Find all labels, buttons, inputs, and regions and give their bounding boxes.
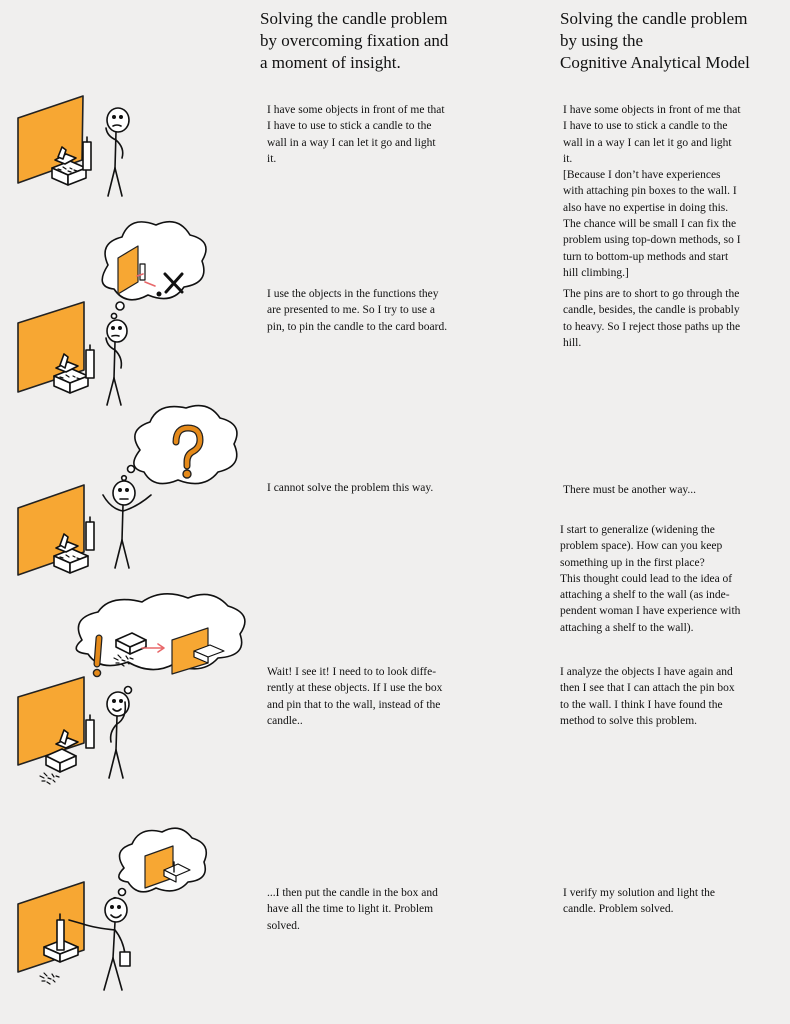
pins-pile	[40, 973, 59, 984]
text-line: candle, besides, the candle is probably	[563, 304, 740, 317]
thought-bubble	[76, 594, 245, 670]
text-line: I have some objects in front of me that	[563, 104, 741, 116]
text-line: problem space). How can you keep	[560, 540, 723, 553]
text-line: also have no expertise in doing this.	[563, 201, 729, 214]
header-analytical-line: by using the	[560, 31, 644, 50]
text-line: with attaching pin boxes to the wall. I	[563, 185, 737, 198]
pins-pile	[40, 773, 59, 784]
text-line: Wait! I see it! I need to to look diffe-	[267, 666, 437, 678]
text-line: hill.	[563, 336, 582, 349]
text-line: are presented to me. So I try to use a	[267, 304, 435, 317]
header-insight-line: a moment of insight.	[260, 53, 401, 72]
text-line: candle..	[267, 714, 303, 727]
text-line: to heavy. So I reject those paths up the	[563, 320, 741, 333]
stick-figure	[107, 692, 129, 778]
header-insight-line: Solving the candle problem	[260, 9, 448, 28]
text-line: pin, to pin the candle to the card board.	[267, 320, 448, 333]
candle-icon	[83, 142, 91, 170]
text-line: and pin that to the wall, instead of the	[267, 698, 441, 711]
row4-scene	[18, 594, 245, 784]
header-insight-line: by overcoming fixation and	[260, 31, 449, 50]
text-line: it.	[563, 152, 573, 165]
text-line: attaching a shelf to the wall (as inde-	[560, 589, 730, 602]
text-line: rently at these objects. If I use the box	[267, 682, 443, 695]
text-line: I start to generalize (widening the	[560, 524, 715, 536]
text-line: This thought could lead to the idea of	[560, 572, 733, 585]
cardboard-wall	[18, 677, 84, 765]
text-line: I analyze the objects I have again and	[560, 666, 733, 678]
stick-figure	[103, 481, 151, 568]
text-line: then I see that I can attach the pin box	[560, 682, 735, 695]
text-line: solved.	[267, 919, 300, 932]
text-line: to the wall. I think I have found the	[560, 698, 723, 711]
text-line: method to solve this problem.	[560, 714, 698, 727]
text-line: wall in a way I can let it go and light	[563, 136, 732, 149]
header-analytical-line: Cognitive Analytical Model	[560, 53, 750, 72]
text-line: I have to use to stick a candle to the	[267, 120, 432, 133]
text-line: I verify my solution and light the	[563, 887, 716, 899]
text-line: ...I then put the candle in the box and	[267, 887, 438, 899]
stick-figure	[106, 108, 129, 196]
match-card-icon	[120, 952, 130, 966]
row2-scene	[18, 222, 206, 405]
row5-scene	[18, 828, 206, 990]
text-line: There must be another way...	[563, 484, 697, 496]
text-line: The chance will be small I can fix the	[563, 218, 737, 231]
text-line: I cannot solve the problem this way.	[267, 482, 434, 494]
text-line: problem using top-down methods, so I	[563, 234, 741, 247]
text-line: [Because I don’t have experiences	[563, 169, 721, 182]
text-line: I have some objects in front of me that	[267, 104, 445, 116]
text-line: I use the objects in the functions they	[267, 288, 439, 300]
row1-scene	[18, 96, 129, 196]
text-line: something up in the first place?	[560, 556, 705, 569]
row3-scene	[18, 406, 237, 575]
text-line: wall in a way I can let it go and light	[267, 136, 436, 149]
text-line: it.	[267, 152, 277, 165]
text-line: turn to bottom-up methods and start	[563, 250, 729, 263]
text-line: have all the time to light it. Problem	[267, 903, 434, 916]
candle-icon	[86, 720, 94, 748]
text-line: candle. Problem solved.	[563, 903, 674, 916]
candle-icon	[86, 350, 94, 378]
text-line: hill climbing.]	[563, 266, 629, 279]
text-line: attaching a shelf to the wall).	[560, 621, 694, 634]
stick-figure	[106, 320, 127, 405]
candle-icon	[86, 522, 94, 550]
text-line: I have to use to stick a candle to the	[563, 120, 728, 133]
text-line: The pins are to short to go through the	[563, 288, 740, 300]
header-analytical-line: Solving the candle problem	[560, 9, 748, 28]
text-line: pendent woman I have experience with	[560, 605, 741, 618]
